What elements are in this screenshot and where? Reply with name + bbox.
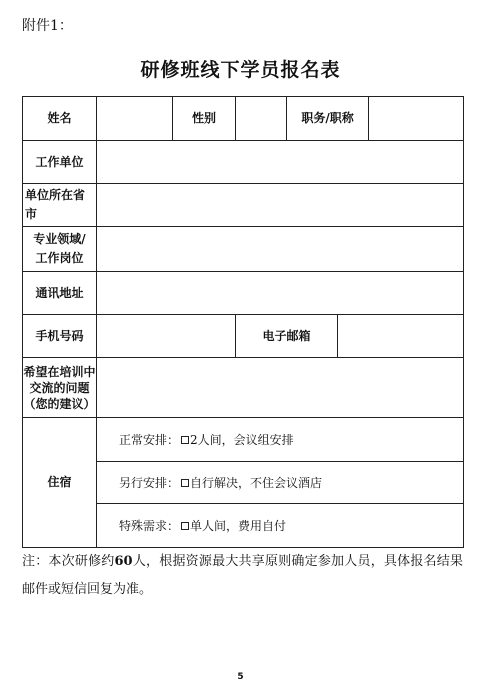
field-label-line2: 工作岗位 [35,251,84,265]
lodging-option-normal[interactable] [97,418,464,462]
field-field[interactable] [97,227,464,272]
footnote-pre: 注：本次研修约 [22,554,115,569]
lodging-option-prefix: 特殊需求： [119,519,180,533]
phone-field[interactable] [97,315,236,358]
page-number: 5 [237,672,244,682]
location-label: 单位所在省市 [23,184,97,227]
employer-field[interactable] [97,141,464,184]
checkbox-icon[interactable] [181,522,189,530]
topic-label [23,358,97,418]
attachment-label: 附件1： [22,18,73,34]
field-label [23,227,97,272]
employer-label: 工作单位 [23,141,97,184]
row-address [23,272,464,315]
lodging-label: 住宿 [23,418,97,548]
location-field[interactable] [97,184,464,227]
checkbox-icon[interactable] [181,479,189,487]
row-location [23,184,464,227]
topic-field[interactable] [97,358,464,418]
email-label: 电子邮箱 [236,315,338,358]
name-field[interactable] [97,97,173,141]
topic-label-line2: 交流的问题 [29,380,90,395]
row-employer [23,141,464,184]
lodging-option-prefix: 另行安排： [119,476,180,490]
checkbox-icon[interactable] [181,436,189,444]
lodging-option-special[interactable] [97,504,464,548]
row-contact [23,315,464,358]
topic-label-line3: （您的建议） [23,396,96,411]
lodging-option-self[interactable] [97,462,464,504]
registration-form [22,96,464,548]
gender-label: 性别 [173,97,236,141]
phone-label: 手机号码 [23,315,97,358]
footnote-count: 60 [114,554,133,569]
form-title: 研修班线下学员报名表 [140,59,341,81]
position-field[interactable] [369,97,464,141]
lodging-option-prefix: 正常安排： [119,433,180,447]
lodging-option-text: 单人间，费用自付 [190,519,287,533]
lodging-option-text: 2人间，会议组安排 [190,433,294,447]
field-label-line1: 专业领域/ [33,232,86,246]
address-label: 通讯地址 [23,272,97,315]
name-label: 姓名 [23,97,97,141]
email-field[interactable] [338,315,464,358]
row-name [23,97,464,141]
footnote-post: 人，根据资源最大共享原则确定参加人员，具体报名结果邮件或短信回复为准。 [22,554,463,597]
address-field[interactable] [97,272,464,315]
row-topic [23,358,464,418]
footnote [22,548,463,604]
position-label: 职务/职称 [287,97,369,141]
gender-field[interactable] [236,97,287,141]
row-lodging-1 [23,418,464,462]
topic-label-line1: 希望在培训中 [23,364,96,379]
lodging-option-text: 自行解决，不住会议酒店 [190,476,323,490]
row-field [23,227,464,272]
